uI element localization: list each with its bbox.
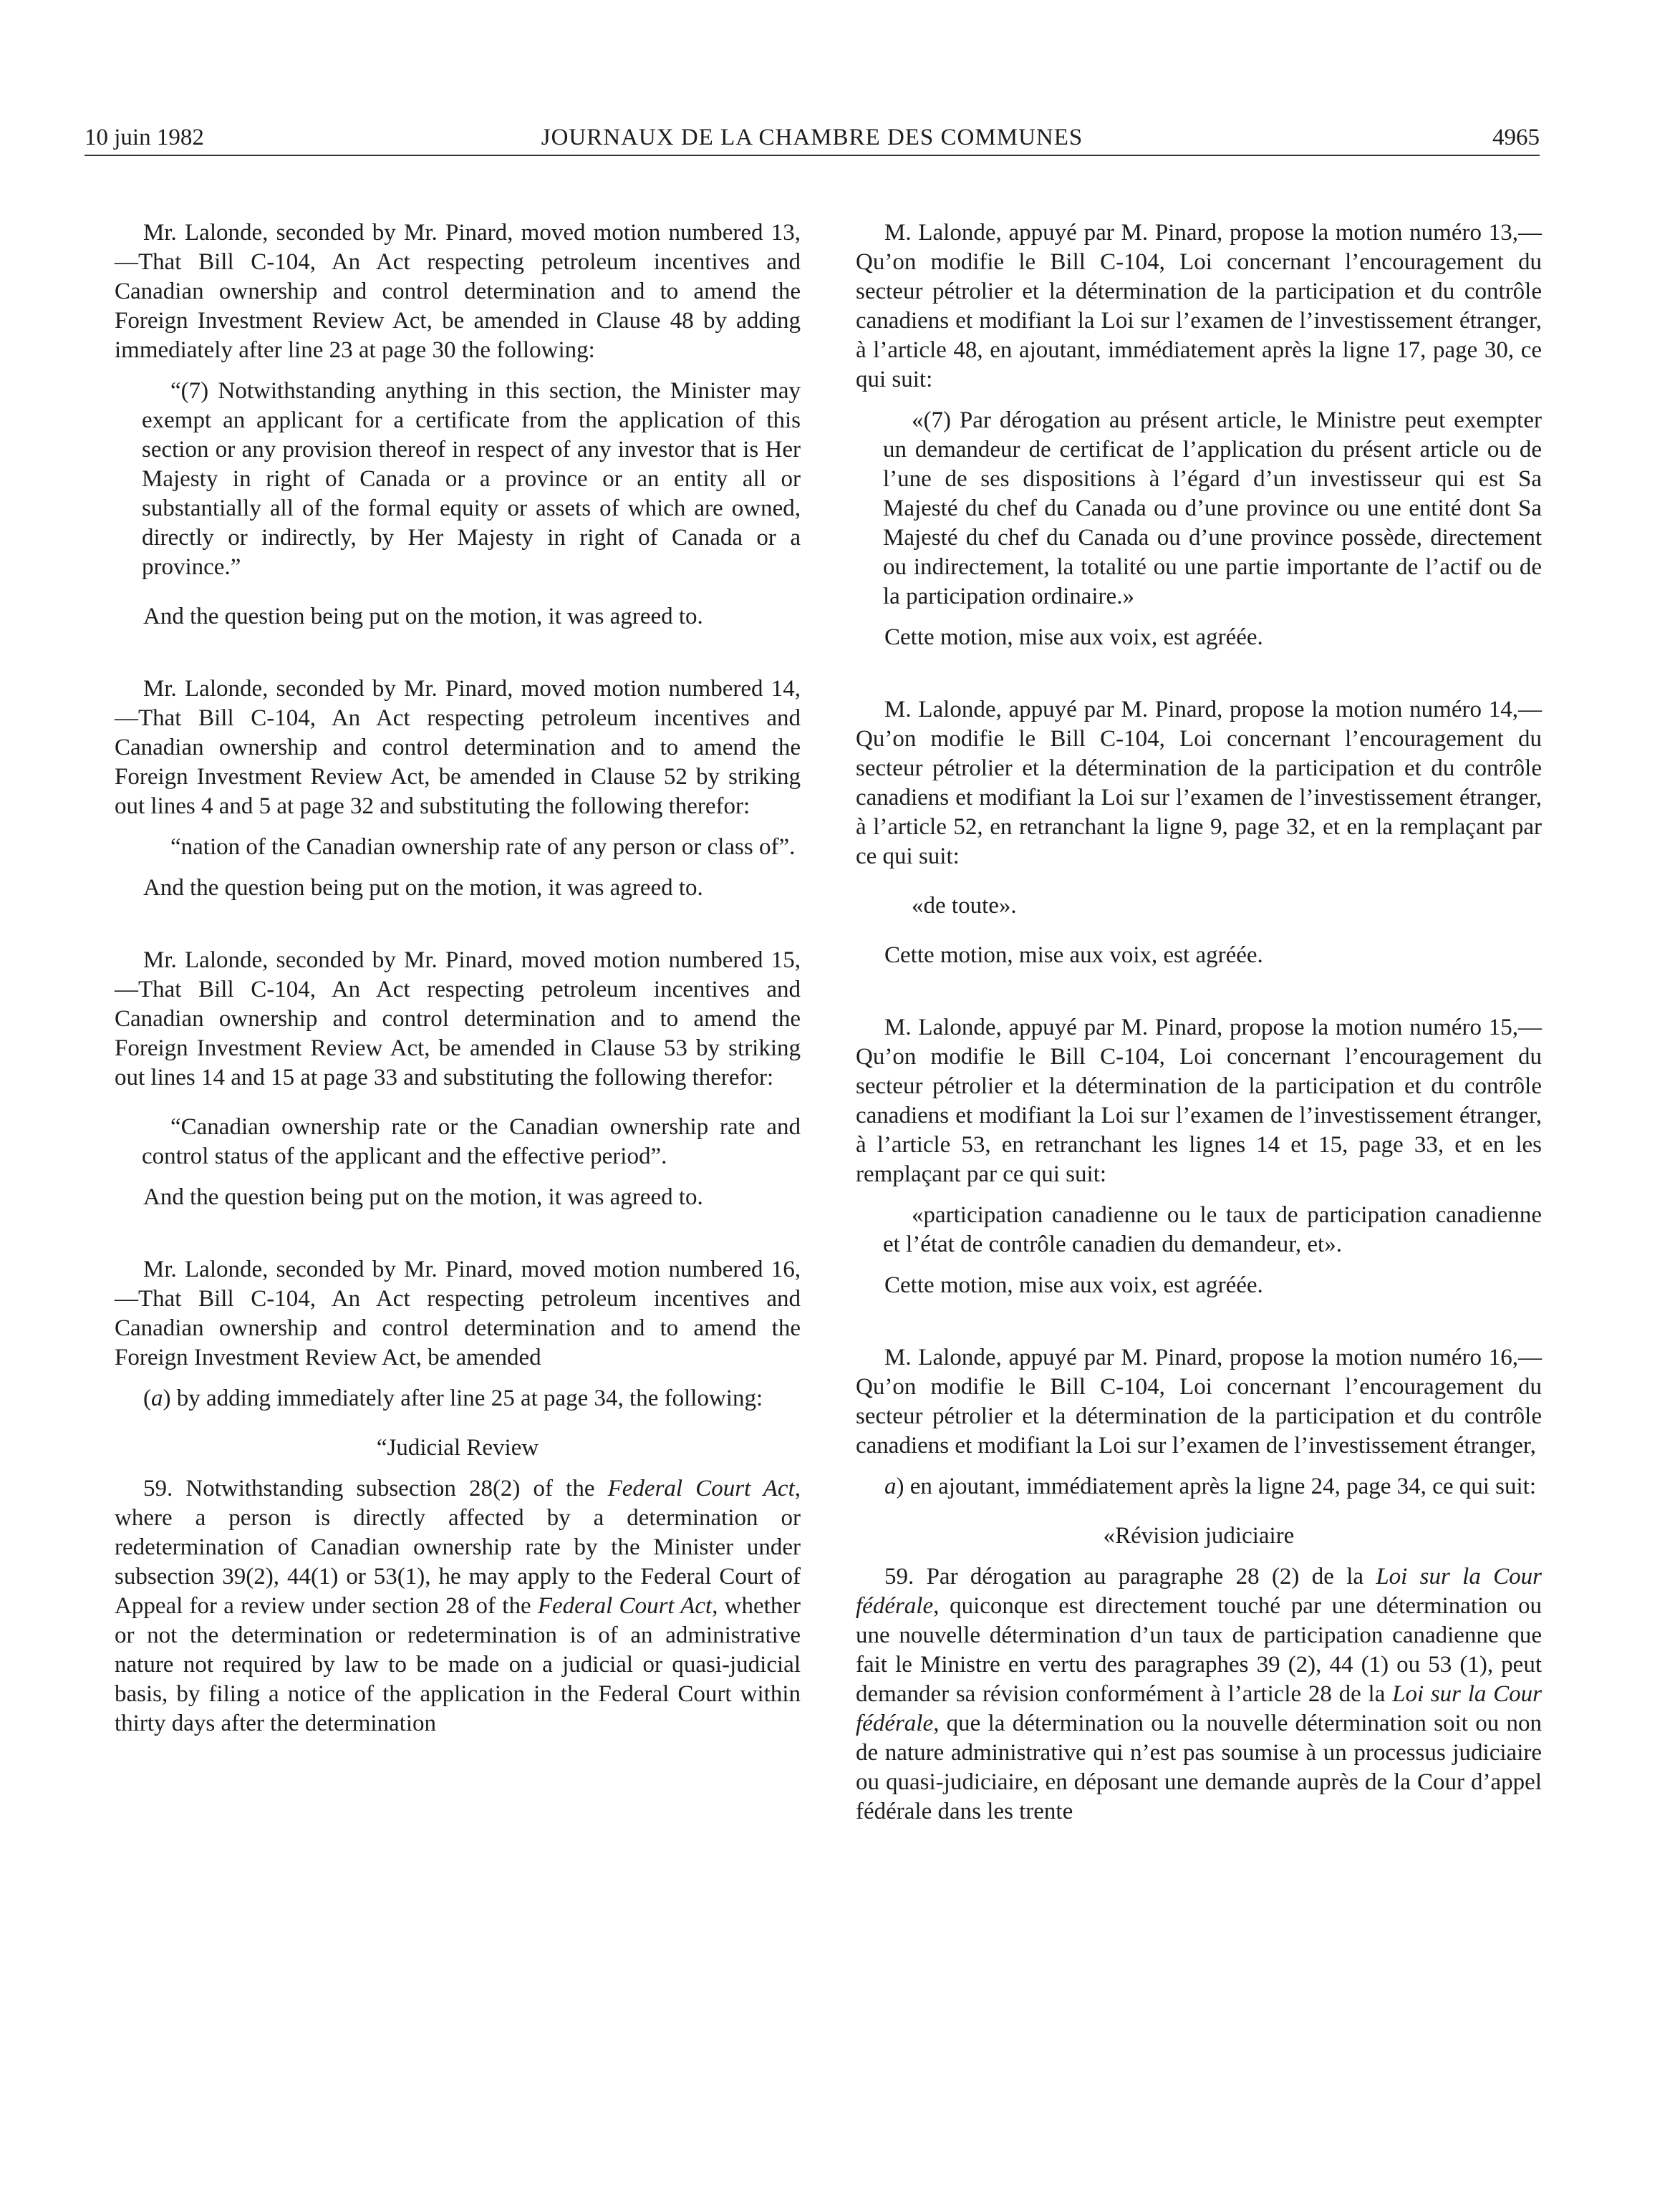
section-59-text-1: 59. Notwithstanding subsection 28(2) of the <box>143 1476 608 1501</box>
section-59-text-3: , whether or not the determination or redetermination is of an administrative nature not required by law to be made on a judicial or quasi-judicial basis, by filing a notice of the application in the Federal Court within thirty days after the determination <box>115 1593 801 1736</box>
section-59-act-title-2: Federal Court Act <box>537 1593 713 1619</box>
motion-13-quote: “(7) Notwithstanding anything in this section, the Minister may exempt an applicant for a certificate from the application of this section or any provision thereof in respect of any investor that is Her Majesty in right of Canada or a province or an entity all or substantially all of the formal equity or assets of which are owned, directly or indirectly, by Her Majesty in right of Canada or a province.” <box>142 378 801 580</box>
section-59-text-3-fr: , que la détermination ou la nouvelle détermination soit ou non de nature administrative qui n’est pas soumise à un processus judiciaire ou quasi-judiciaire, en déposant une demande auprès de la Cour d’appel fédérale dans les trente <box>856 1711 1542 1824</box>
motion-16-intro-fr: M. Lalonde, appuyé par M. Pinard, propose la motion numéro 16,—Qu’on modifie le Bill C-104, Loi concernant l’encouragement du secteur pétrolier et la détermination de la participation et du contrôle canadiens et modifiant la Loi sur l’examen de l’investissement étranger, <box>856 1345 1542 1459</box>
motion-15-agreed-fr: Cette motion, mise aux voix, est agréée. <box>884 1272 1263 1298</box>
motion-13-intro-fr: M. Lalonde, appuyé par M. Pinard, propose la motion numéro 13,—Qu’on modifie le Bill C-104, Loi concernant l’encouragement du secteur pétrolier et la détermination de la participation et du contrôle canadiens et modifiant la Loi sur l’examen de l’investissement étranger, à l’article 48, en ajoutant, immédiatement après la ligne 17, page 30, ce qui suit: <box>856 220 1542 392</box>
motion-16-item-a-text-fr: en ajoutant, immédiatement après la ligne 24, page 34, ce qui suit: <box>909 1474 1536 1499</box>
motion-13-quote-fr: «(7) Par dérogation au présent article, le Ministre peut exempter un demandeur de certificat de l’application du présent article ou de l’une de ses dispositions à l’égard d’un investisseur qui est Sa Majesté du chef du Canada ou d’une province ou une entité dont Sa Majesté du chef du Canada ou d’une province possède, directement ou indirectement, la totalité ou une partie importante de l’actif ou de la participation ordinaire.» <box>883 407 1542 609</box>
motion-13-intro: Mr. Lalonde, seconded by Mr. Pinard, moved motion numbered 13,—That Bill C-104, An Act respecting petroleum incentives and Canadian ownership and control determination and to amend the Foreign Investment Review Act, be amended in Clause 48 by adding immediately after line 23 at page 30 the following: <box>115 220 801 363</box>
motion-14-agreed: And the question being put on the motion, it was agreed to. <box>143 875 703 901</box>
motion-16-item-a: (a) by adding immediately after line 25 at page 34, the following: <box>143 1385 763 1411</box>
motion-14-agreed-fr: Cette motion, mise aux voix, est agréée. <box>884 942 1263 968</box>
motion-14-quote: “nation of the Canadian ownership rate of any person or class of”. <box>170 834 796 860</box>
motion-16-item-a-fr: a) en ajoutant, immédiatement après la ligne 24, page 34, ce qui suit: <box>884 1474 1536 1499</box>
section-59-act-title-2-fr: Loi sur la Cour fédérale <box>856 1681 1543 1736</box>
section-59-text-2-fr: , quiconque est directement touché par une détermination ou une nouvelle détermination d’un taux de participation canadienne que fait le Ministre en vertu des paragraphes 39 (2), 44 (1) ou 53 (1), peut demander sa révision conformément à l’article 28 de la <box>856 1593 1542 1707</box>
motion-16-item-a-letter-fr: a <box>884 1474 897 1499</box>
running-header <box>85 120 1540 156</box>
motion-15-quote-fr: «participation canadienne ou le taux de participation canadienne et l’état de contrôle canadien du demandeur, et». <box>883 1202 1542 1257</box>
section-59-act-title-1-fr: Loi sur la Cour fédérale <box>856 1564 1542 1619</box>
header-date: 10 juin 1982 <box>85 125 204 150</box>
motion-14-intro-fr: M. Lalonde, appuyé par M. Pinard, propose la motion numéro 14,—Qu’on modifie le Bill C-104, Loi concernant l’encouragement du secteur pétrolier et la détermination de la participation et du contrôle canadiens et modifiant la Loi sur l’examen de l’investissement étranger, à l’article 52, en retranchant la ligne 9, page 32, et en la remplaçant par ce qui suit: <box>856 697 1542 869</box>
motion-16-item-a-letter: a <box>151 1385 163 1411</box>
section-59-text-1-fr: 59. Par dérogation au paragraphe 28 (2) de la <box>884 1564 1376 1590</box>
motion-16-heading: “Judicial Review <box>376 1435 539 1461</box>
motion-16-heading-fr: «Révision judiciaire <box>1103 1523 1295 1549</box>
motion-15-intro: Mr. Lalonde, seconded by Mr. Pinard, moved motion numbered 15,—That Bill C-104, An Act respecting petroleum incentives and Canadian ownership and control determination and to amend the Foreign Investment Review Act, be amended in Clause 53 by striking out lines 14 and 15 at page 33 and substituting the following therefor: <box>115 947 801 1090</box>
header-title: JOURNAUX DE LA CHAMBRE DES COMMUNES <box>541 125 1083 150</box>
motion-14-quote-fr: «de toute». <box>912 893 1017 919</box>
motion-16-section-59-fr <box>856 1562 1542 1827</box>
motion-16-section-59 <box>115 1474 801 1738</box>
section-59-text-2: , where a person is directly affected by a determination or redetermination of Canadian ownership rate by the Minister under subsection 39(2), 44(1) or 53(1), he may apply to the Federal Court of Appeal for a review under section 28 of the <box>115 1476 801 1619</box>
motion-14-intro: Mr. Lalonde, seconded by Mr. Pinard, moved motion numbered 14,—That Bill C-104, An Act respecting petroleum incentives and Canadian ownership and control determination and to amend the Foreign Investment Review Act, be amended in Clause 52 by striking out lines 4 and 5 at page 32 and substituting the following therefor: <box>115 676 801 819</box>
motion-13-agreed: And the question being put on the motion, it was agreed to. <box>143 604 703 629</box>
motion-13-agreed-fr: Cette motion, mise aux voix, est agréée. <box>884 624 1263 650</box>
motion-15-agreed: And the question being put on the motion, it was agreed to. <box>143 1184 703 1210</box>
english-column <box>115 218 801 1738</box>
french-column <box>856 218 1542 1827</box>
section-59-act-title-1: Federal Court Act <box>607 1476 795 1501</box>
motion-16-item-a-text: by adding immediately after line 25 at page 34, the following: <box>176 1385 763 1411</box>
header-page-number: 4965 <box>1492 125 1540 150</box>
motion-15-quote: “Canadian ownership rate or the Canadian ownership rate and control status of the applicant and the effective period”. <box>142 1114 801 1169</box>
motion-16-intro: Mr. Lalonde, seconded by Mr. Pinard, moved motion numbered 16,—That Bill C-104, An Act respecting petroleum incentives and Canadian ownership and control determination and to amend the Foreign Investment Review Act, be amended <box>115 1257 801 1370</box>
motion-15-intro-fr: M. Lalonde, appuyé par M. Pinard, propose la motion numéro 15,—Qu’on modifie le Bill C-104, Loi concernant l’encouragement du secteur pétrolier et la détermination de la participation et du contrôle canadiens et modifiant la Loi sur l’examen de l’investissement étranger, à l’article 53, en retranchant les lignes 14 et 15, page 33, et en les remplaçant par ce qui suit: <box>856 1015 1542 1187</box>
